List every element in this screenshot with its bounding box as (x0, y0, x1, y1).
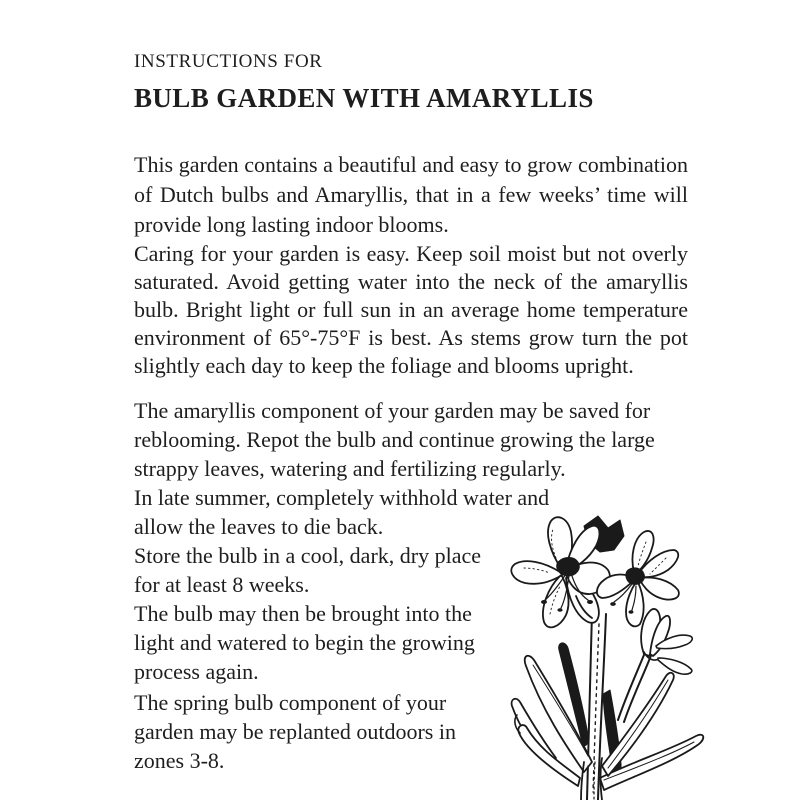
text-line: The bulb may then be brought into the (134, 601, 472, 626)
text-line: garden may be replanted outdoors in (134, 719, 456, 744)
paragraph-intro (134, 150, 688, 240)
text-line: Store the bulb in a cool, dark, dry place (134, 543, 482, 568)
text-line: provide long lasting indoor blooms. (134, 212, 449, 237)
text-line: saturated. Avoid getting water into the neck of the amaryllis (134, 269, 688, 294)
text-line: The spring bulb component of your (134, 690, 447, 715)
text-line: zones 3-8. (134, 748, 225, 773)
text-line: In late summer, completely withhold water and (134, 485, 550, 510)
text-line: slightly each day to keep the foliage and blooms upright. (134, 353, 634, 378)
page-title: BULB GARDEN WITH AMARYLLIS (134, 83, 594, 113)
text-line: The amaryllis component of your garden may be saved for (134, 398, 651, 423)
text-line: of Dutch bulbs and Amaryllis, that in a few weeks’ time will (134, 182, 688, 207)
paragraph-care (134, 240, 688, 380)
kicker-heading: INSTRUCTIONS FOR (134, 51, 323, 72)
amaryllis-flower-drawing-icon (500, 512, 715, 800)
text-line: reblooming. Repot the bulb and continue growing the large (134, 427, 655, 452)
text-line: for at least 8 weeks. (134, 572, 310, 597)
text-line: environment of 65°-75°F is best. As stems grow turn the pot (134, 325, 688, 350)
text-line: allow the leaves to die back. (134, 514, 384, 539)
text-line: light and watered to begin the growing (134, 630, 475, 655)
text-line: strappy leaves, watering and fertilizing regularly. (134, 456, 566, 481)
amaryllis-illustration (500, 512, 715, 800)
text-line: Caring for your garden is easy. Keep soil moist but not overly (134, 241, 688, 266)
text-line: bulb. Bright light or full sun in an average home temperature (134, 297, 688, 322)
text-line: process again. (134, 659, 259, 684)
text-line: This garden contains a beautiful and easy to grow combination (134, 152, 688, 177)
